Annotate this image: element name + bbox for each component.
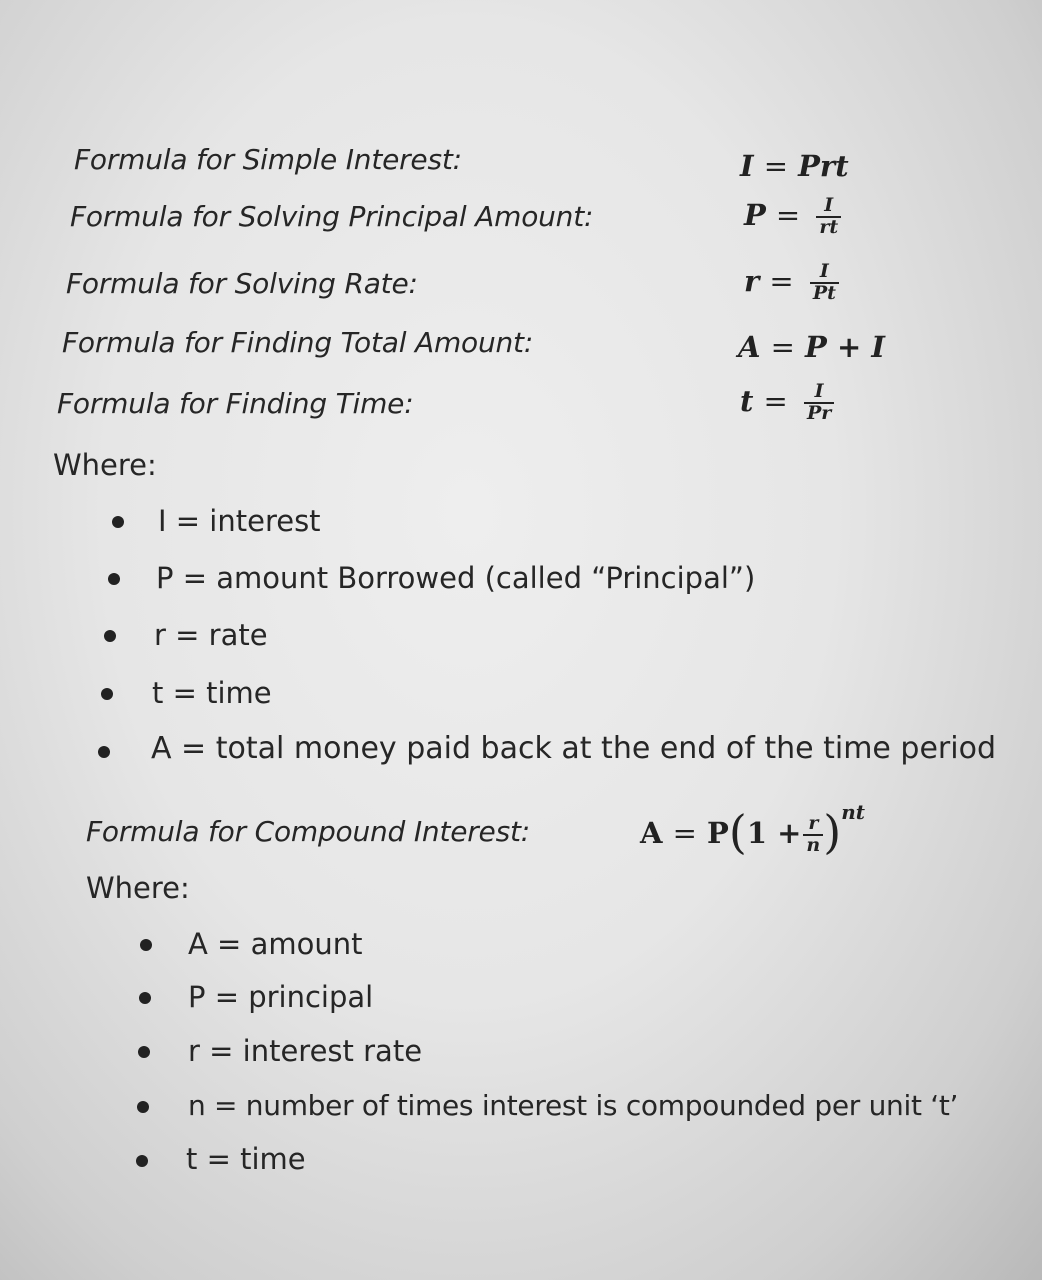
formula-compound-interest: A = P(1 + $\frac{r}{n}$ )$^{nt}$ — [640, 800, 865, 859]
bullet-dot — [101, 688, 113, 700]
list-item: A = total money paid back at the end of the time period — [151, 731, 996, 766]
list-item: I = interest — [158, 504, 321, 538]
list-item: t = time — [186, 1142, 306, 1176]
label-total-amount: Formula for Finding Total Amount: — [62, 326, 534, 359]
bullet-dot — [137, 1101, 149, 1113]
bullet-dot — [136, 1155, 148, 1167]
bullet-dot — [98, 746, 110, 758]
list-item: P = principal — [188, 980, 374, 1014]
list-item: P = amount Borrowed (called “Principal”) — [156, 561, 756, 595]
bullet-dot — [139, 992, 151, 1004]
label-rate: Formula for Solving Rate: — [66, 267, 418, 300]
label-compound-interest: Formula for Compound Interest: — [86, 815, 530, 848]
formula-total-amount: A = P + I — [738, 330, 885, 364]
list-item: r = rate — [154, 618, 268, 652]
list-item: n = number of times interest is compounded per unit ‘t’ — [188, 1089, 959, 1122]
list-item: A = amount — [188, 927, 363, 961]
label-principal: Formula for Solving Principal Amount: — [70, 200, 594, 233]
label-time: Formula for Finding Time: — [57, 387, 414, 420]
bullet-dot — [140, 939, 152, 951]
bullet-dot — [108, 573, 120, 585]
formula-simple-interest: I = Prt — [740, 149, 849, 183]
list-item: r = interest rate — [188, 1034, 423, 1068]
bullet-dot — [138, 1046, 150, 1058]
where-heading-simple: Where: — [53, 448, 157, 482]
where-heading-compound: Where: — [86, 871, 190, 905]
bullet-dot — [112, 516, 124, 528]
list-item: t = time — [152, 676, 272, 710]
label-simple-interest: Formula for Simple Interest: — [74, 143, 462, 176]
formula-time: t = $\frac{I}{Pr}$ — [740, 382, 834, 424]
formula-rate: r = $\frac{I}{Pt}$ — [744, 262, 839, 304]
formula-principal: P = $\frac{I}{rt}$ — [744, 196, 841, 238]
bullet-dot — [104, 630, 116, 642]
